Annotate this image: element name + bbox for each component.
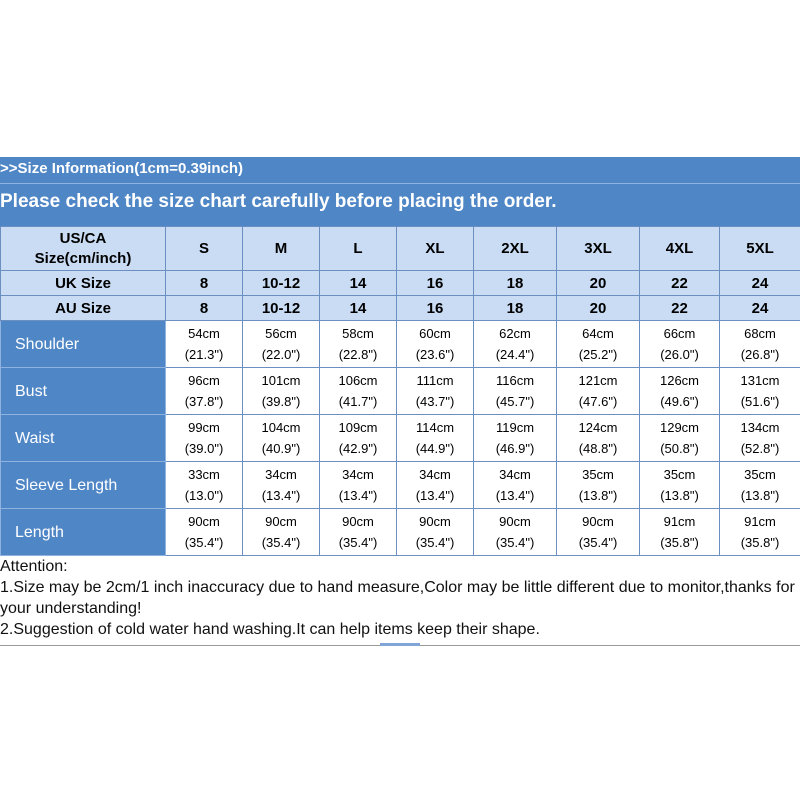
measurement-cell xyxy=(474,462,557,509)
us-size-header-line: Size(cm/inch) xyxy=(34,249,132,267)
au-size-value: 24 xyxy=(720,296,800,321)
measurement-cm: 114cm xyxy=(415,420,455,435)
measurement-inch: (35.4") xyxy=(184,535,224,550)
measurement-cm: 68cm xyxy=(744,326,776,341)
measurement-inch: (13.4") xyxy=(495,488,535,503)
measurement-cell xyxy=(640,462,720,509)
measurement-inch: (51.6") xyxy=(740,394,780,409)
measurement-inch: (41.7") xyxy=(338,394,378,409)
au-size-value: 8 xyxy=(166,296,243,321)
measurement-cm: 35cm xyxy=(744,467,776,482)
measurement-cell xyxy=(166,415,243,462)
measurement-cm: 34cm xyxy=(499,467,531,482)
measurement-inch: (26.0") xyxy=(660,347,699,362)
measurement-cell xyxy=(557,321,640,368)
measurement-cm: 34cm xyxy=(265,467,297,482)
measurement-inch: (26.8") xyxy=(740,347,780,362)
uk-size-row xyxy=(1,271,800,296)
measurement-inch: (52.8") xyxy=(740,441,780,456)
measurement-cell xyxy=(720,368,800,415)
measurement-cell xyxy=(166,509,243,556)
measurement-cm: 96cm xyxy=(188,373,220,388)
measurement-cell xyxy=(640,415,720,462)
measurement-inch: (13.8") xyxy=(660,488,699,503)
measurement-inch: (35.4") xyxy=(578,535,618,550)
measurement-cell xyxy=(397,321,474,368)
measurement-cell xyxy=(320,321,397,368)
au-size-value: 14 xyxy=(320,296,397,321)
size-label: 5XL xyxy=(720,227,800,271)
measurement-inch: (13.4") xyxy=(415,488,455,503)
measurement-inch: (39.8") xyxy=(261,394,301,409)
measurement-cm: 104cm xyxy=(261,420,301,435)
measurement-cell xyxy=(166,368,243,415)
au-size-value: 18 xyxy=(474,296,557,321)
measurement-cm: 62cm xyxy=(499,326,531,341)
note-accuracy: 1.Size may be 2cm/1 inch inaccuracy due to hand measure,Color may be little different due to monitor,thanks for your understanding! xyxy=(0,579,795,617)
uk-size-value: 24 xyxy=(720,271,800,296)
size-check-instruction: Please check the size chart carefully before placing the order. xyxy=(0,191,557,212)
size-info-banner xyxy=(0,157,800,226)
measurement-label: Sleeve Length xyxy=(1,462,166,509)
measurement-cm: 126cm xyxy=(659,373,700,388)
size-chart-table xyxy=(0,226,800,556)
size-label: XL xyxy=(397,227,474,271)
measurement-cm: 91cm xyxy=(744,514,776,529)
measurement-row xyxy=(1,462,800,509)
measurement-inch: (39.0") xyxy=(184,441,224,456)
measurement-inch: (43.7") xyxy=(415,394,455,409)
measurement-inch: (35.8") xyxy=(740,535,780,550)
au-size-value: 16 xyxy=(397,296,474,321)
measurement-inch: (13.0") xyxy=(184,488,224,503)
measurement-row xyxy=(1,509,800,556)
measurement-cell xyxy=(166,462,243,509)
measurement-cm: 121cm xyxy=(578,373,618,388)
measurement-cell xyxy=(243,368,320,415)
measurement-cm: 90cm xyxy=(582,514,614,529)
measurement-cm: 91cm xyxy=(663,514,696,529)
measurement-cm: 35cm xyxy=(582,467,614,482)
measurement-cm: 90cm xyxy=(342,514,374,529)
measurement-cell xyxy=(166,321,243,368)
us-size-header xyxy=(1,227,166,271)
measurement-cell xyxy=(320,509,397,556)
size-label: L xyxy=(320,227,397,271)
measurement-cm: 119cm xyxy=(495,420,535,435)
uk-size-value: 20 xyxy=(557,271,640,296)
measurement-inch: (25.2") xyxy=(578,347,618,362)
uk-size-value: 10-12 xyxy=(243,271,320,296)
us-size-row xyxy=(1,227,800,271)
bottom-mark xyxy=(380,643,420,646)
measurement-inch: (35.4") xyxy=(338,535,378,550)
measurement-inch: (50.8") xyxy=(660,441,699,456)
measurement-cell xyxy=(397,368,474,415)
measurement-row xyxy=(1,415,800,462)
measurement-cm: 90cm xyxy=(419,514,451,529)
measurement-cm: 33cm xyxy=(188,467,220,482)
attention-label: Attention: xyxy=(0,558,68,575)
measurement-cell xyxy=(320,415,397,462)
measurement-cell xyxy=(720,415,800,462)
measurement-cm: 134cm xyxy=(740,420,780,435)
measurement-inch: (42.9") xyxy=(338,441,378,456)
measurement-inch: (22.8") xyxy=(338,347,378,362)
measurement-cm: 54cm xyxy=(188,326,220,341)
size-label: S xyxy=(166,227,243,271)
measurement-cm: 106cm xyxy=(338,373,378,388)
au-size-value: 22 xyxy=(640,296,720,321)
au-size-header: AU Size xyxy=(1,296,166,321)
measurement-cm: 66cm xyxy=(663,326,696,341)
measurement-cm: 90cm xyxy=(188,514,220,529)
uk-size-header: UK Size xyxy=(1,271,166,296)
measurement-cell xyxy=(243,415,320,462)
measurement-inch: (35.4") xyxy=(261,535,301,550)
measurement-cm: 109cm xyxy=(338,420,378,435)
measurement-label: Shoulder xyxy=(1,321,166,368)
measurement-cm: 116cm xyxy=(495,373,535,388)
uk-size-value: 22 xyxy=(640,271,720,296)
measurement-inch: (35.4") xyxy=(415,535,455,550)
measurement-cm: 101cm xyxy=(261,373,301,388)
measurement-inch: (23.6") xyxy=(415,347,455,362)
measurement-row xyxy=(1,368,800,415)
uk-size-value: 18 xyxy=(474,271,557,296)
measurement-cm: 35cm xyxy=(663,467,696,482)
measurement-inch: (13.4") xyxy=(261,488,301,503)
measurement-cell xyxy=(474,321,557,368)
measurement-cell xyxy=(397,415,474,462)
measurement-cell xyxy=(320,368,397,415)
measurement-cell xyxy=(474,368,557,415)
measurement-cell xyxy=(557,462,640,509)
measurement-cell xyxy=(243,462,320,509)
measurement-inch: (35.8") xyxy=(660,535,699,550)
banner-divider xyxy=(0,183,800,184)
measurement-inch: (35.4") xyxy=(495,535,535,550)
measurement-inch: (13.8") xyxy=(740,488,780,503)
measurement-cell xyxy=(557,509,640,556)
au-size-value: 10-12 xyxy=(243,296,320,321)
note-washing: 2.Suggestion of cold water hand washing.It can help items keep their shape. xyxy=(0,621,540,638)
measurement-inch: (40.9") xyxy=(261,441,301,456)
uk-size-value: 16 xyxy=(397,271,474,296)
measurement-cm: 34cm xyxy=(342,467,374,482)
measurement-cell xyxy=(720,321,800,368)
measurement-cm: 129cm xyxy=(659,420,700,435)
measurement-cm: 60cm xyxy=(419,326,451,341)
measurement-cell xyxy=(720,462,800,509)
measurement-inch: (45.7") xyxy=(495,394,535,409)
measurement-inch: (13.8") xyxy=(578,488,618,503)
au-size-row xyxy=(1,296,800,321)
measurement-cell xyxy=(720,509,800,556)
measurement-cell xyxy=(640,321,720,368)
measurement-cell xyxy=(243,321,320,368)
measurement-cell xyxy=(320,462,397,509)
measurement-inch: (22.0") xyxy=(261,347,301,362)
measurement-cm: 99cm xyxy=(188,420,220,435)
size-info-title: >>Size Information(1cm=0.39inch) xyxy=(0,160,243,177)
measurement-cell xyxy=(243,509,320,556)
measurement-cm: 124cm xyxy=(578,420,618,435)
measurement-inch: (24.4") xyxy=(495,347,535,362)
measurement-inch: (49.6") xyxy=(660,394,699,409)
measurement-label: Length xyxy=(1,509,166,556)
measurement-inch: (44.9") xyxy=(415,441,455,456)
size-label: M xyxy=(243,227,320,271)
measurement-cell xyxy=(397,462,474,509)
measurement-cm: 58cm xyxy=(342,326,374,341)
measurement-inch: (13.4") xyxy=(338,488,378,503)
measurement-inch: (21.3") xyxy=(184,347,224,362)
measurement-label: Bust xyxy=(1,368,166,415)
measurement-cm: 34cm xyxy=(419,467,451,482)
measurement-cm: 64cm xyxy=(582,326,614,341)
measurement-cell xyxy=(557,368,640,415)
measurement-cm: 56cm xyxy=(265,326,297,341)
uk-size-value: 8 xyxy=(166,271,243,296)
measurement-cm: 131cm xyxy=(740,373,780,388)
measurement-cm: 90cm xyxy=(265,514,297,529)
measurement-row xyxy=(1,321,800,368)
size-label: 2XL xyxy=(474,227,557,271)
measurement-cell xyxy=(474,509,557,556)
size-label: 4XL xyxy=(640,227,720,271)
size-label: 3XL xyxy=(557,227,640,271)
measurement-inch: (37.8") xyxy=(184,394,224,409)
uk-size-value: 14 xyxy=(320,271,397,296)
measurement-inch: (47.6") xyxy=(578,394,618,409)
measurement-cm: 111cm xyxy=(416,373,454,388)
measurement-inch: (48.8") xyxy=(578,441,618,456)
measurement-cell xyxy=(474,415,557,462)
us-size-header-line: US/CA xyxy=(59,229,107,247)
notes-section xyxy=(0,556,800,640)
measurement-cell xyxy=(557,415,640,462)
measurement-cell xyxy=(640,368,720,415)
measurement-label: Waist xyxy=(1,415,166,462)
measurement-cell xyxy=(397,509,474,556)
measurement-cm: 90cm xyxy=(499,514,531,529)
measurement-cell xyxy=(640,509,720,556)
au-size-value: 20 xyxy=(557,296,640,321)
measurement-inch: (46.9") xyxy=(495,441,535,456)
